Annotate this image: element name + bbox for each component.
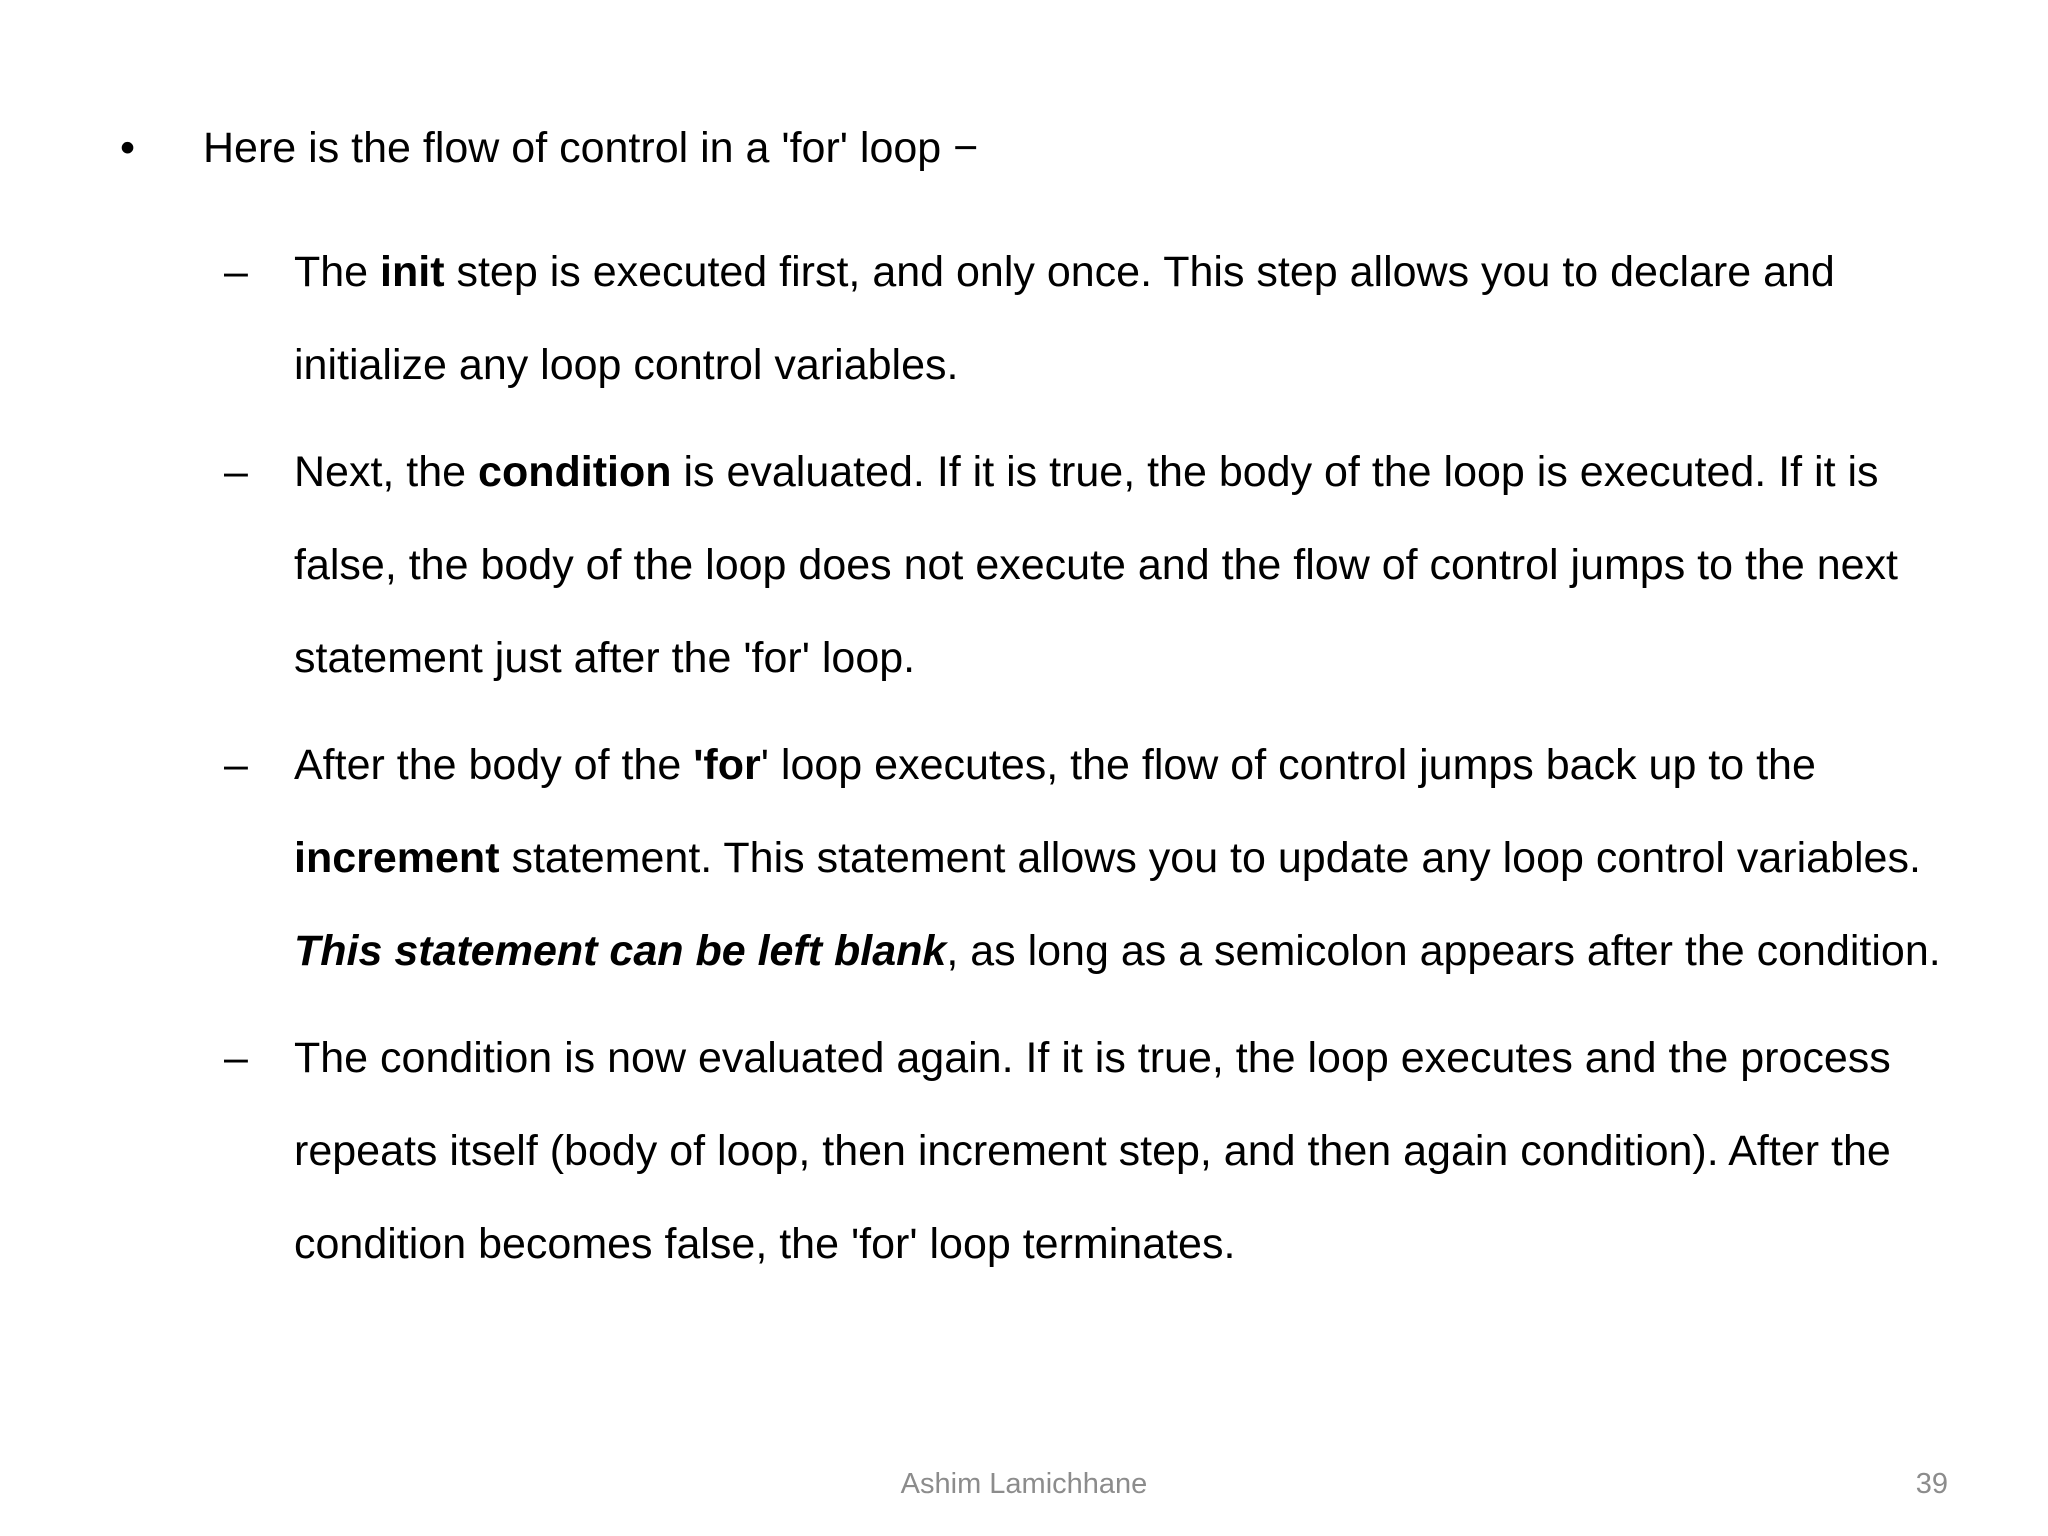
bold-term-condition: condition (478, 448, 672, 496)
bold-term-increment: increment (294, 834, 500, 882)
bold-term-init: init (380, 248, 445, 296)
main-bullet-text: Here is the flow of control in a 'for' loop − (203, 124, 979, 172)
text-run: , as long as a semicolon appears after the condition. (946, 927, 1941, 975)
footer-author: Ashim Lamichhane (900, 1468, 1148, 1500)
text-run: The condition is now evaluated again. If it is true, the loop executes and the process repeats itself (body of loop, then increment step, and then again condition). After the condition becomes false, the 'for' loop terminates. (294, 1034, 1891, 1268)
sub-bullet-repeat (224, 1012, 1964, 1291)
text-run: The (294, 248, 381, 296)
text-run: Next, the (294, 448, 479, 496)
text-run: After the body of the (294, 741, 694, 789)
sub-bullet-list (224, 226, 1964, 1305)
sub-bullet-text (294, 226, 1984, 412)
sub-bullet-text (294, 426, 1984, 705)
dash-marker: – (224, 448, 248, 496)
bold-term-for: 'for (693, 741, 761, 789)
sub-bullet-increment (224, 719, 1964, 998)
text-run: is evaluated. If it is true, the body of the loop is executed. If it is false, the body of the loop does not execute and the flow of control jumps to the next statement just after the 'for' loop. (294, 448, 1898, 682)
sub-bullet-condition (224, 426, 1964, 705)
text-run: step is executed first, and only once. This step allows you to declare and initialize any loop control variables. (294, 248, 1835, 389)
sub-bullet-init (224, 226, 1964, 412)
bullet-marker: • (120, 124, 136, 172)
dash-marker: – (224, 248, 248, 296)
text-run: statement. This statement allows you to update any loop control variables. (499, 834, 1921, 882)
dash-marker: – (224, 1034, 248, 1082)
page-number: 39 (1915, 1468, 1948, 1500)
bold-italic-note: This statement can be left blank (294, 927, 947, 975)
dash-marker: – (224, 741, 248, 789)
text-run: ' loop executes, the flow of control jumps back up to the (760, 741, 1816, 789)
sub-bullet-text (294, 719, 1984, 998)
sub-bullet-text (294, 1012, 1984, 1291)
